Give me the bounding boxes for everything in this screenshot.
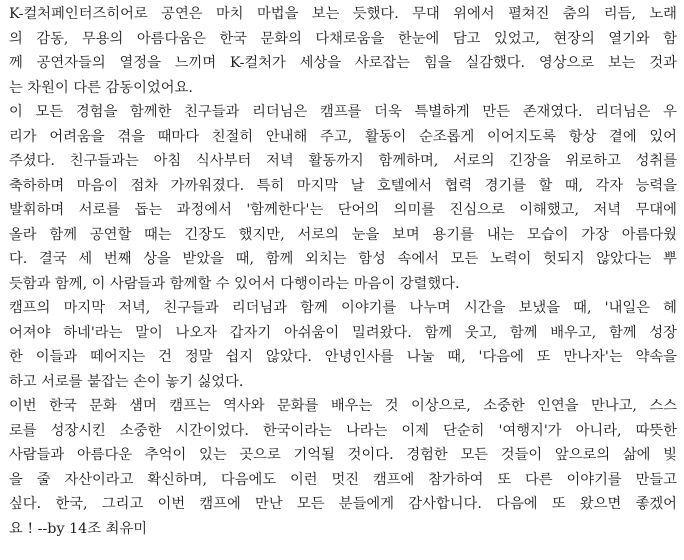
text-line: 께 공연자들의 열정을 느끼며 K-컬처가 세상을 사로잡는 힘을 실감했다. 영상으로 보는 것과 — [9, 55, 677, 71]
text-line: 주셨다. 친구들과는 아침 식사부터 저녁 활동까지 함께하며, 서로의 긴장을 위로하고 성취를 — [9, 153, 677, 169]
text-line: 하고 서로를 붙잡는 손이 놓기 싫었다. — [9, 373, 244, 390]
text-line: 의 감동, 무용의 아름다움은 한국 문화의 다채로움을 한눈에 담고 있었고, 현장의 열기와 함 — [9, 30, 677, 47]
text-line: 다. 결국 세 번째 상을 받았을 때, 함께 외치는 함성 속에서 모든 노력이 헛되지 않았다는 뿌 — [9, 251, 677, 267]
text-line: 축하하며 마음이 점차 가까워졌다. 특히 마지막 날 호텔에서 협력 경기를 할 때, 각자 능력을 — [9, 177, 677, 194]
signature-line: 요 ! --by 14조 최유미 — [9, 520, 148, 537]
document-body — [9, 2, 677, 541]
text-line: 듯함과 함께, 이 사람들과 함께할 수 있어서 다행이라는 마음이 강렬했다. — [9, 275, 460, 292]
text-line: 이번 한국 문화 섐머 캠프는 역사와 문화를 배우는 것 이상으로, 소중한 인연을 만나고, 스스 — [9, 398, 677, 414]
text-line: 올라 함께 공연할 때는 긴장도 했지만, 서로의 눈을 보며 용기를 내는 모습이 가장 아름다웠 — [9, 226, 677, 243]
text-line: 로를 성장시킨 소중한 시간이었다. 한국이라는 나라는 이제 단순히 '여행지'가 아니라, 따뜻한 — [9, 422, 677, 439]
paragraph-performance — [9, 2, 677, 100]
text-line: 이 모든 경험을 함께한 친구들과 리더님은 캠프를 더욱 특별하게 만든 존재였다. 리더님은 우 — [9, 104, 677, 120]
text-line: 리가 어려움을 겪을 때마다 친절히 안내해 주고, 활동이 순조롭게 이어지도록 항상 곁에 있어 — [9, 128, 677, 145]
text-line: 는 차원이 다른 감동이었어요. — [9, 79, 193, 96]
text-line: 사람들과 아름다운 추억이 있는 곳으로 기억될 것이다. 경험한 모든 것들이 앞으로의 삶에 빛 — [9, 447, 677, 463]
paragraph-friends-leaders — [9, 100, 677, 296]
paragraph-conclusion — [9, 394, 677, 541]
text-line: 을 줄 자산이라고 확신하며, 다음에도 이런 멋진 캠프에 참가하여 또 다른 이야기를 만들고 — [9, 471, 677, 488]
text-line: 한 이들과 떼어지는 건 정말 쉽지 않았다. 안녕인사를 나눌 때, '다음에 또 만나자'는 약속을 — [9, 349, 677, 365]
paragraph-last-evening — [9, 296, 677, 394]
text-line: 어져야 하네'라는 말이 나오자 갑자기 아쉬움이 밀려왔다. 함께 웃고, 함께 배우고, 함께 성장 — [9, 324, 677, 341]
text-line: 발휘하며 서로를 돕는 과정에서 '함께한다'는 단어의 의미를 진심으로 이해했고, 저녁 무대에 — [9, 202, 677, 218]
text-line: 캠프의 마지막 저녁, 친구들과 리더님과 함께 이야기를 나누며 시간을 보냈을 때, '내일은 헤 — [9, 300, 677, 316]
text-line: K-컬처페인터즈히어로 공연은 마치 마법을 보는 듯했다. 무대 위에서 펼쳐진 춤의 리듬, 노래 — [9, 6, 677, 22]
text-line: 싶다. 한국, 그리고 이번 캠프에 만난 모든 분들에게 감사합니다. 다음에 또 왔으면 좋겠어 — [9, 496, 677, 512]
